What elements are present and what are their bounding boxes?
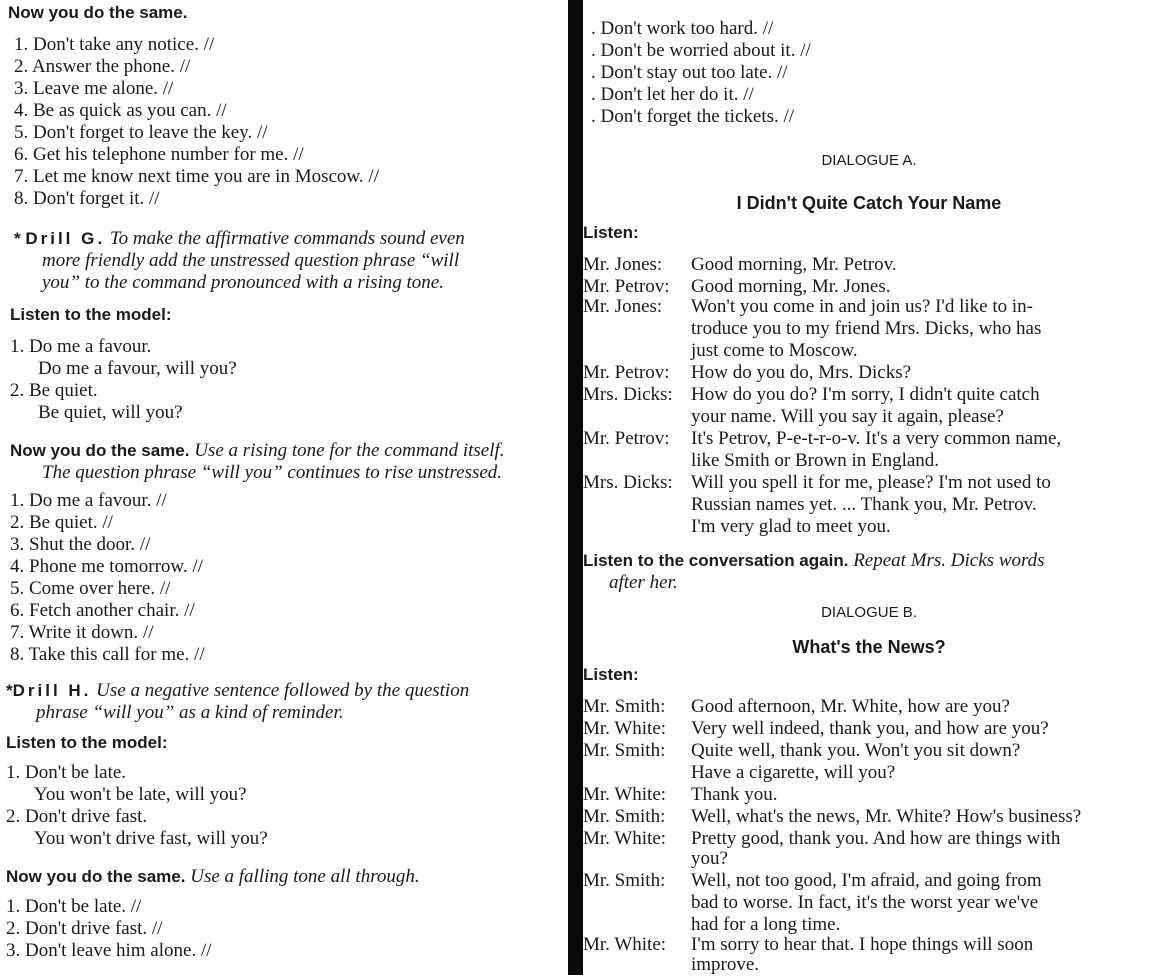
listen-to-model-heading: Listen to the model:: [6, 733, 168, 752]
dialogue-line: troduce you to my friend Mrs. Dicks, who has: [691, 318, 1042, 339]
dialogue-line: Good afternoon, Mr. White, how are you?: [691, 696, 1010, 717]
speaker-label: Mr. White:: [583, 784, 667, 805]
listen-label: Listen:: [583, 665, 639, 684]
speaker-label: Mr. Petrov:: [583, 362, 670, 383]
rising-tone-instruction: Use a rising tone for the command itself.: [194, 440, 505, 461]
list-item: 4. Phone me tomorrow. //: [10, 556, 203, 577]
list-item: 1. Do me a favour. //: [10, 490, 167, 511]
list-item: . Don't stay out too late. //: [591, 62, 788, 83]
now-you-do-the-same-heading: Now you do the same.: [10, 441, 190, 460]
list-item: 2. Don't drive fast.: [6, 806, 148, 827]
dialogue-a-title: I Didn't Quite Catch Your Name: [736, 193, 1002, 213]
dialogue-line: like Smith or Brown in England.: [691, 450, 940, 471]
dialogue-line: How do you do? I'm sorry, I didn't quite catch: [691, 384, 1040, 405]
now-you-do-the-same-rising: [10, 440, 505, 462]
drill-g-instruction-line: you” to the command pronounced with a rising tone.: [42, 272, 444, 293]
book-spine-shadow: [568, 0, 583, 975]
drill-h-instruction-line: phrase “will you” as a kind of reminder.: [36, 702, 344, 723]
list-item: 2. Don't drive fast. //: [6, 918, 163, 939]
list-item: 6. Get his telephone number for me. //: [14, 144, 304, 165]
dialogue-line: bad to worse. In fact, it's the worst year we've: [691, 892, 1039, 913]
dialogue-line: Pretty good, thank you. And how are things with: [691, 828, 1061, 849]
listen-to-model-heading: Listen to the model:: [10, 305, 172, 324]
list-item: 1. Don't be late.: [6, 762, 127, 783]
listen-again-label: Listen to the conversation again.: [583, 551, 849, 570]
dialogue-line: Russian names yet. ... Thank you, Mr. Petrov.: [691, 494, 1037, 515]
dialogue-line: Won't you come in and join us? I'd like to in-: [691, 296, 1033, 317]
list-item: . Don't let her do it. //: [591, 84, 754, 105]
dialogue-line: had for a long time.: [691, 914, 841, 935]
dialogue-line: I'm very glad to meet you.: [691, 516, 891, 537]
speaker-label: Mr. Smith:: [583, 740, 666, 761]
list-item: 8. Take this call for me. //: [10, 644, 205, 665]
drill-h-star: *: [6, 681, 13, 700]
drill-g-header: [14, 228, 465, 250]
speaker-label: Mr. Smith:: [583, 696, 666, 717]
dialogue-line: Good morning, Mr. Petrov.: [691, 254, 897, 275]
list-item: 3. Shut the door. //: [10, 534, 151, 555]
dialogue-line: Quite well, thank you. Won't you sit down?: [691, 740, 1021, 761]
now-you-do-the-same-falling: [6, 866, 420, 888]
dialogue-line: Very well indeed, thank you, and how are you?: [691, 718, 1049, 739]
dialogue-line: Thank you.: [691, 784, 778, 805]
drill-g-label: Drill G.: [25, 229, 106, 248]
dialogue-line: It's Petrov, P-e-t-r-o-v. It's a very common name,: [691, 428, 1062, 449]
drill-g-instruction-line: To make the affirmative commands sound even: [109, 228, 465, 249]
now-you-do-the-same-heading: Now you do the same.: [8, 3, 188, 22]
speaker-label: Mr. Smith:: [583, 870, 666, 891]
right-column: [583, 0, 1155, 975]
list-item: 5. Don't forget to leave the key. //: [14, 122, 268, 143]
dialogue-line: Well, not too good, I'm afraid, and going from: [691, 870, 1042, 891]
speaker-label: Mr. White:: [583, 828, 667, 849]
drill-h-header: [6, 680, 469, 702]
dialogue-line: improve.: [691, 954, 760, 975]
list-item: 8. Don't forget it. //: [14, 188, 160, 209]
speaker-label: Mr. White:: [583, 934, 667, 955]
list-item: 7. Write it down. //: [10, 622, 154, 643]
list-item: 2. Be quiet. //: [10, 512, 113, 533]
list-item: 1. Don't take any notice. //: [14, 34, 215, 55]
dialogue-a-heading: DIALOGUE A.: [821, 152, 917, 169]
list-item: 6. Fetch another chair. //: [10, 600, 195, 621]
rising-tone-instruction: The question phrase “will you” continues to rise unstressed.: [42, 462, 503, 483]
list-item: 5. Come over here. //: [10, 578, 171, 599]
list-item: You won't drive fast, will you?: [34, 828, 268, 849]
drill-g-instruction-line: more friendly add the unstressed question phrase “will: [42, 250, 460, 271]
dialogue-line: Will you spell it for me, please? I'm not used to: [691, 472, 1051, 493]
speaker-label: Mr. Petrov:: [583, 276, 670, 297]
repeat-instruction: Repeat Mrs. Dicks words: [853, 550, 1045, 571]
list-item: You won't be late, will you?: [34, 784, 247, 805]
speaker-label: Mr. Petrov:: [583, 428, 670, 449]
list-item: 2. Be quiet.: [10, 380, 98, 401]
dialogue-line: How do you do, Mrs. Dicks?: [691, 362, 912, 383]
speaker-label: Mr. White:: [583, 718, 667, 739]
dialogue-line: just come to Moscow.: [691, 340, 858, 361]
list-item: Do me a favour, will you?: [38, 358, 237, 379]
list-item: 2. Answer the phone. //: [14, 56, 191, 77]
list-item: 7. Let me know next time you are in Moscow. //: [14, 166, 379, 187]
now-you-do-the-same-heading: Now you do the same.: [6, 867, 186, 886]
listen-again-instruction: [583, 550, 1045, 572]
list-item: 1. Do me a favour.: [10, 336, 152, 357]
list-item: . Don't be worried about it. //: [591, 40, 811, 61]
list-item: . Don't forget the tickets. //: [591, 106, 795, 127]
dialogue-line: Good morning, Mr. Jones.: [691, 276, 891, 297]
drill-h-label: Drill H.: [12, 681, 92, 700]
dialogue-line: I'm sorry to hear that. I hope things will soon: [691, 934, 1034, 955]
speaker-label: Mr. Smith:: [583, 806, 666, 827]
list-item: 3. Leave me alone. //: [14, 78, 174, 99]
drill-h-instruction-line: Use a negative sentence followed by the question: [96, 680, 470, 701]
list-item: 1. Don't be late. //: [6, 896, 142, 917]
dialogue-line: Well, what's the news, Mr. White? How's business?: [691, 806, 1082, 827]
dialogue-line: Have a cigarette, will you?: [691, 762, 896, 783]
speaker-label: Mr. Jones:: [583, 254, 663, 275]
list-item: Be quiet, will you?: [38, 402, 183, 423]
listen-label: Listen:: [583, 223, 639, 242]
falling-tone-instruction: Use a falling tone all through.: [190, 866, 420, 887]
repeat-instruction: after her.: [609, 572, 678, 593]
drill-g-star: *: [14, 229, 26, 248]
list-item: 3. Don't leave him alone. //: [6, 940, 212, 961]
list-item: . Don't work too hard. //: [591, 18, 774, 39]
speaker-label: Mr. Jones:: [583, 296, 663, 317]
dialogue-line: you?: [691, 848, 728, 869]
list-item: 4. Be as quick as you can. //: [14, 100, 227, 121]
speaker-label: Mrs. Dicks:: [583, 384, 673, 405]
dialogue-b-title: What's the News?: [792, 637, 946, 657]
dialogue-line: your name. Will you say it again, please?: [691, 406, 1004, 427]
dialogue-b-heading: DIALOGUE B.: [821, 604, 917, 621]
speaker-label: Mrs. Dicks:: [583, 472, 673, 493]
